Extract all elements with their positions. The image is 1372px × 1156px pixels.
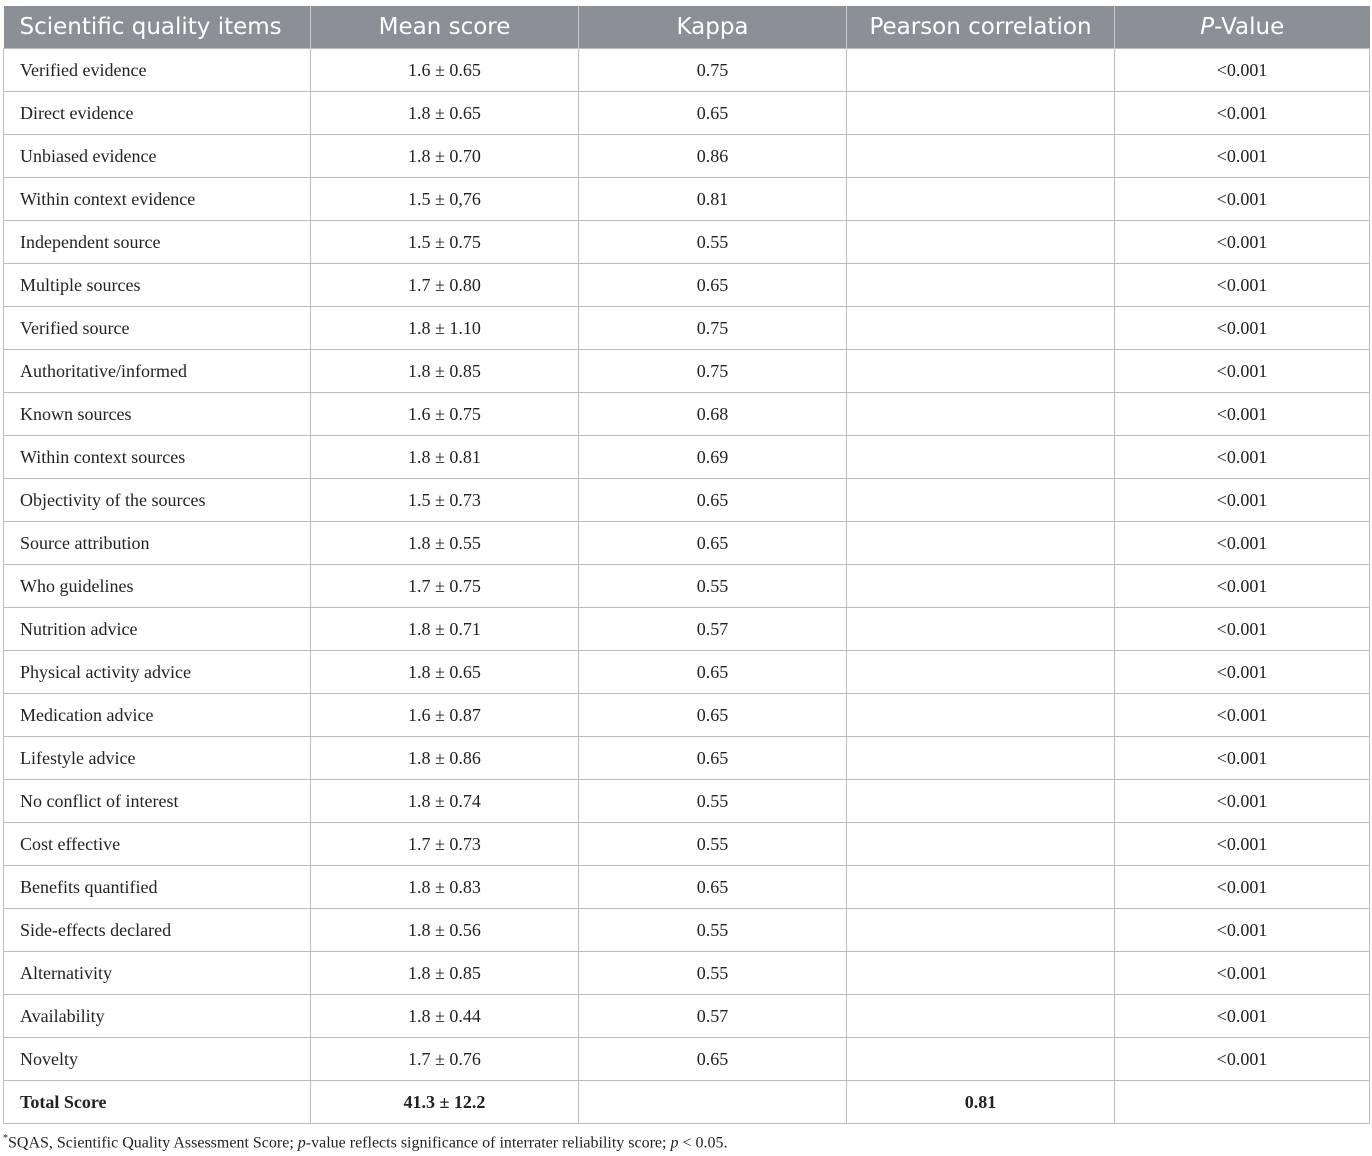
- cell-pearson: [847, 909, 1115, 952]
- cell-p-value: <0.001: [1115, 393, 1370, 436]
- cell-kappa: 0.65: [579, 866, 847, 909]
- cell-mean-score: 1.8 ± 0.56: [311, 909, 579, 952]
- footnote-marker: *: [3, 1133, 8, 1144]
- cell-mean-score: 1.8 ± 0.70: [311, 135, 579, 178]
- table-row: [4, 651, 1370, 694]
- table-row: [4, 436, 1370, 479]
- total-p-value: [1115, 1081, 1370, 1124]
- cell-mean-score: 1.7 ± 0.80: [311, 264, 579, 307]
- cell-p-value: <0.001: [1115, 823, 1370, 866]
- cell-item: Medication advice: [4, 694, 311, 737]
- table-row: [4, 737, 1370, 780]
- cell-kappa: 0.86: [579, 135, 847, 178]
- cell-mean-score: 1.6 ± 0.75: [311, 393, 579, 436]
- table-row: [4, 565, 1370, 608]
- cell-p-value: <0.001: [1115, 866, 1370, 909]
- table-row: [4, 780, 1370, 823]
- table-row: [4, 307, 1370, 350]
- cell-pearson: [847, 522, 1115, 565]
- cell-p-value: <0.001: [1115, 522, 1370, 565]
- footnote-p-1: p: [297, 1134, 306, 1152]
- footnote-text-1: SQAS, Scientific Quality Assessment Score;: [8, 1134, 298, 1152]
- cell-p-value: <0.001: [1115, 737, 1370, 780]
- cell-pearson: [847, 952, 1115, 995]
- cell-item: Verified source: [4, 307, 311, 350]
- cell-item: Authoritative/informed: [4, 350, 311, 393]
- cell-kappa: 0.55: [579, 565, 847, 608]
- cell-item: Availability: [4, 995, 311, 1038]
- cell-mean-score: 1.8 ± 1.10: [311, 307, 579, 350]
- cell-p-value: <0.001: [1115, 221, 1370, 264]
- table-footnote: [3, 1133, 728, 1152]
- cell-item: Alternativity: [4, 952, 311, 995]
- cell-kappa: 0.55: [579, 909, 847, 952]
- cell-item: Known sources: [4, 393, 311, 436]
- cell-mean-score: 1.8 ± 0.65: [311, 92, 579, 135]
- cell-mean-score: 1.8 ± 0.85: [311, 952, 579, 995]
- header-p-value: [1115, 6, 1370, 49]
- cell-mean-score: 1.7 ± 0.76: [311, 1038, 579, 1081]
- cell-item: Benefits quantified: [4, 866, 311, 909]
- cell-item: Within context sources: [4, 436, 311, 479]
- cell-p-value: <0.001: [1115, 307, 1370, 350]
- cell-p-value: <0.001: [1115, 264, 1370, 307]
- cell-kappa: 0.65: [579, 737, 847, 780]
- cell-kappa: 0.65: [579, 1038, 847, 1081]
- header-row: [4, 6, 1370, 49]
- cell-p-value: <0.001: [1115, 694, 1370, 737]
- cell-p-value: <0.001: [1115, 565, 1370, 608]
- table-row: [4, 350, 1370, 393]
- results-table-container: [3, 6, 1369, 1124]
- cell-item: Novelty: [4, 1038, 311, 1081]
- cell-mean-score: 1.8 ± 0.86: [311, 737, 579, 780]
- table-row: [4, 823, 1370, 866]
- table-row: [4, 135, 1370, 178]
- cell-pearson: [847, 393, 1115, 436]
- table-row: [4, 952, 1370, 995]
- cell-mean-score: 1.8 ± 0.44: [311, 995, 579, 1038]
- cell-mean-score: 1.8 ± 0.55: [311, 522, 579, 565]
- table-body: [4, 49, 1370, 1124]
- cell-pearson: [847, 307, 1115, 350]
- cell-kappa: 0.65: [579, 694, 847, 737]
- table-row: [4, 393, 1370, 436]
- cell-pearson: [847, 651, 1115, 694]
- table-row: [4, 49, 1370, 92]
- cell-kappa: 0.55: [579, 221, 847, 264]
- cell-p-value: <0.001: [1115, 995, 1370, 1038]
- cell-item: Within context evidence: [4, 178, 311, 221]
- table-row: [4, 264, 1370, 307]
- table-row: [4, 694, 1370, 737]
- cell-kappa: 0.69: [579, 436, 847, 479]
- cell-p-value: <0.001: [1115, 909, 1370, 952]
- cell-mean-score: 1.5 ± 0.75: [311, 221, 579, 264]
- cell-pearson: [847, 135, 1115, 178]
- cell-item: Physical activity advice: [4, 651, 311, 694]
- cell-pearson: [847, 1038, 1115, 1081]
- cell-p-value: <0.001: [1115, 92, 1370, 135]
- cell-pearson: [847, 780, 1115, 823]
- cell-pearson: [847, 694, 1115, 737]
- cell-mean-score: 1.8 ± 0.83: [311, 866, 579, 909]
- cell-kappa: 0.57: [579, 995, 847, 1038]
- total-pearson: 0.81: [847, 1081, 1115, 1124]
- table-row: [4, 221, 1370, 264]
- cell-mean-score: 1.8 ± 0.65: [311, 651, 579, 694]
- header-p-suffix: -Value: [1214, 14, 1285, 40]
- footnote-text-2: -value reflects significance of interrater reliability score;: [305, 1134, 671, 1152]
- cell-item: Side-effects declared: [4, 909, 311, 952]
- cell-kappa: 0.55: [579, 823, 847, 866]
- table-row: [4, 1038, 1370, 1081]
- footnote-text-3: < 0.05.: [678, 1134, 728, 1152]
- cell-p-value: <0.001: [1115, 608, 1370, 651]
- cell-item: Lifestyle advice: [4, 737, 311, 780]
- cell-p-value: <0.001: [1115, 952, 1370, 995]
- cell-pearson: [847, 995, 1115, 1038]
- table-row: [4, 522, 1370, 565]
- cell-kappa: 0.65: [579, 522, 847, 565]
- cell-item: Independent source: [4, 221, 311, 264]
- total-label: Total Score: [4, 1081, 311, 1124]
- cell-mean-score: 1.7 ± 0.73: [311, 823, 579, 866]
- cell-kappa: 0.68: [579, 393, 847, 436]
- cell-mean-score: 1.5 ± 0.73: [311, 479, 579, 522]
- cell-mean-score: 1.8 ± 0.71: [311, 608, 579, 651]
- cell-item: Source attribution: [4, 522, 311, 565]
- cell-p-value: <0.001: [1115, 135, 1370, 178]
- cell-item: Nutrition advice: [4, 608, 311, 651]
- cell-item: Multiple sources: [4, 264, 311, 307]
- cell-item: Cost effective: [4, 823, 311, 866]
- cell-pearson: [847, 737, 1115, 780]
- cell-item: Direct evidence: [4, 92, 311, 135]
- cell-pearson: [847, 92, 1115, 135]
- cell-item: Who guidelines: [4, 565, 311, 608]
- table-row: [4, 909, 1370, 952]
- cell-item: No conflict of interest: [4, 780, 311, 823]
- cell-p-value: <0.001: [1115, 651, 1370, 694]
- cell-kappa: 0.65: [579, 264, 847, 307]
- footnote-p-2: p: [670, 1134, 679, 1152]
- header-kappa: Kappa: [579, 6, 847, 49]
- cell-item: Unbiased evidence: [4, 135, 311, 178]
- header-mean-score: Mean score: [311, 6, 579, 49]
- cell-mean-score: 1.6 ± 0.65: [311, 49, 579, 92]
- sqas-results-table: [3, 6, 1370, 1124]
- cell-p-value: <0.001: [1115, 479, 1370, 522]
- cell-p-value: <0.001: [1115, 178, 1370, 221]
- cell-mean-score: 1.6 ± 0.87: [311, 694, 579, 737]
- cell-item: Objectivity of the sources: [4, 479, 311, 522]
- header-pearson-correlation: Pearson correlation: [847, 6, 1115, 49]
- cell-pearson: [847, 264, 1115, 307]
- cell-kappa: 0.55: [579, 952, 847, 995]
- header-item: Scientific quality items: [4, 6, 311, 49]
- cell-mean-score: 1.8 ± 0.74: [311, 780, 579, 823]
- table-row: [4, 479, 1370, 522]
- cell-pearson: [847, 823, 1115, 866]
- cell-kappa: 0.65: [579, 479, 847, 522]
- cell-pearson: [847, 221, 1115, 264]
- cell-pearson: [847, 866, 1115, 909]
- cell-kappa: 0.65: [579, 92, 847, 135]
- cell-p-value: <0.001: [1115, 436, 1370, 479]
- table-row: [4, 995, 1370, 1038]
- header-p-letter: P: [1200, 14, 1215, 40]
- cell-p-value: <0.001: [1115, 49, 1370, 92]
- cell-mean-score: 1.5 ± 0,76: [311, 178, 579, 221]
- table-row: [4, 92, 1370, 135]
- total-mean-score: 41.3 ± 12.2: [311, 1081, 579, 1124]
- cell-kappa: 0.55: [579, 780, 847, 823]
- cell-kappa: 0.65: [579, 651, 847, 694]
- cell-kappa: 0.75: [579, 49, 847, 92]
- cell-p-value: <0.001: [1115, 1038, 1370, 1081]
- cell-mean-score: 1.8 ± 0.85: [311, 350, 579, 393]
- cell-pearson: [847, 49, 1115, 92]
- cell-pearson: [847, 178, 1115, 221]
- cell-mean-score: 1.8 ± 0.81: [311, 436, 579, 479]
- cell-p-value: <0.001: [1115, 350, 1370, 393]
- table-row: [4, 866, 1370, 909]
- cell-kappa: 0.57: [579, 608, 847, 651]
- table-header: [4, 6, 1370, 49]
- cell-item: Verified evidence: [4, 49, 311, 92]
- cell-kappa: 0.75: [579, 307, 847, 350]
- cell-pearson: [847, 436, 1115, 479]
- table-row: [4, 178, 1370, 221]
- cell-pearson: [847, 608, 1115, 651]
- cell-kappa: 0.81: [579, 178, 847, 221]
- cell-kappa: 0.75: [579, 350, 847, 393]
- total-row: [4, 1081, 1370, 1124]
- cell-pearson: [847, 350, 1115, 393]
- cell-p-value: <0.001: [1115, 780, 1370, 823]
- cell-pearson: [847, 479, 1115, 522]
- cell-pearson: [847, 565, 1115, 608]
- total-kappa: [579, 1081, 847, 1124]
- table-row: [4, 608, 1370, 651]
- cell-mean-score: 1.7 ± 0.75: [311, 565, 579, 608]
